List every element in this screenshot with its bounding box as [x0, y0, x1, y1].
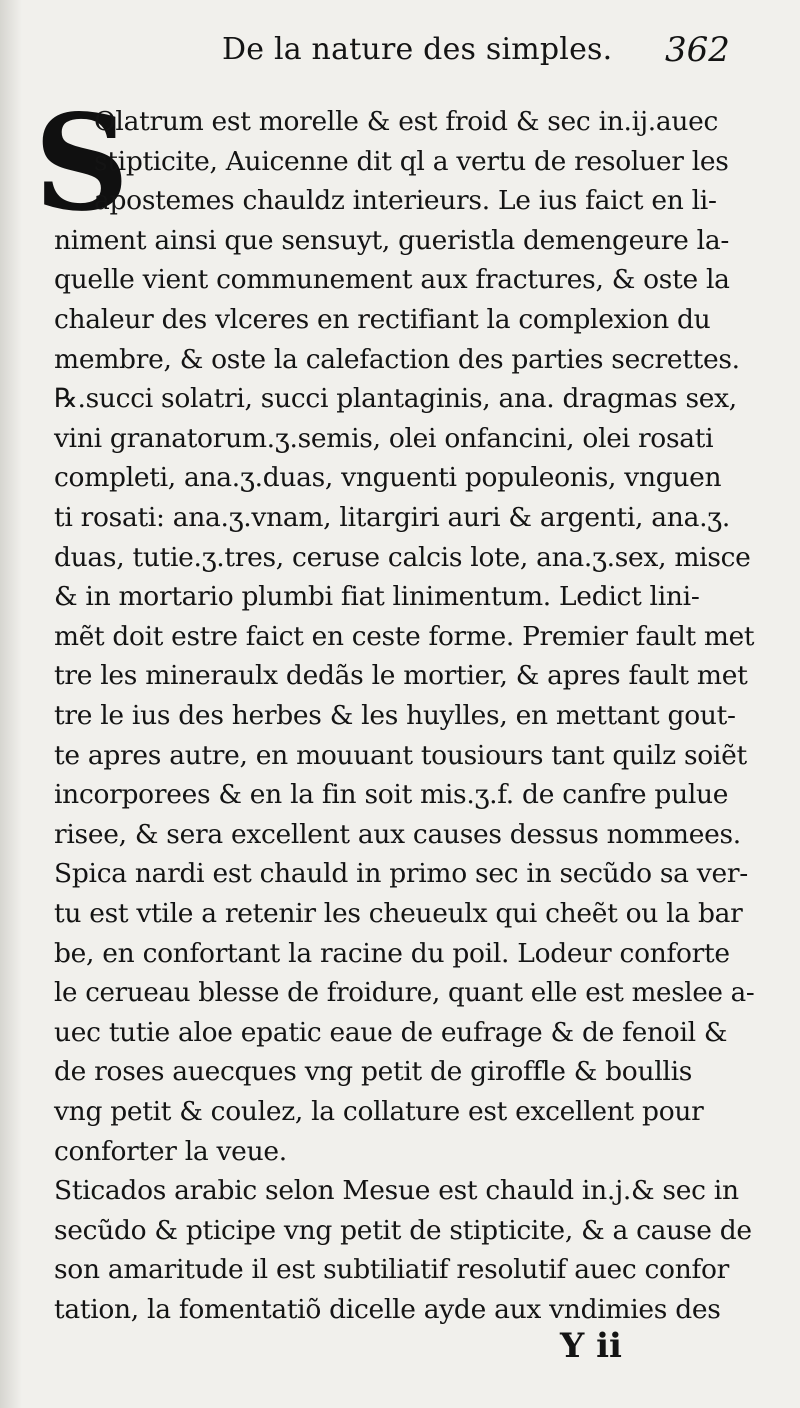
text-line: Sticados arabic selon Mesue est chauld in.j.& sec in [54, 1175, 739, 1207]
text-line: ti rosati: ana.ʒ.vnam, litargiri auri & argenti, ana.ʒ. [54, 502, 730, 533]
text-line: completi, ana.ʒ.duas, vnguenti populeonis, vnguen [54, 462, 722, 494]
running-head: De la nature des simples. [222, 32, 613, 67]
text-line: tre le ius des herbes & les huylles, en mettant gout- [54, 700, 736, 731]
text-line: de roses auecques vng petit de giroffle & boullis [54, 1056, 693, 1088]
page-number: 362 [665, 30, 730, 70]
text-line: conforter la veue. [54, 1135, 287, 1167]
text-line: quelle vient communement aux fractures, & oste la [54, 264, 730, 296]
text-line: Olatrum est morelle & est froid & sec in.ij.auec [94, 106, 719, 137]
text-line: membre, & oste la calefaction des parties secrettes. [54, 343, 740, 375]
text-line: uec tutie aloe epatic eaue de eufrage & de fenoil & [54, 1016, 728, 1048]
text-line: Spica nardi est chauld in primo sec in secũdo sa ver- [54, 858, 748, 890]
text-line: tation, la fomentatiõ dicelle ayde aux vndimies des [54, 1294, 721, 1325]
text-line: tre les mineraulx dedãs le mortier, & apres fault met [54, 660, 748, 692]
text-line: vng petit & coulez, la collature est excellent pour [54, 1096, 704, 1127]
page-gutter-shadow [0, 0, 22, 1408]
text-line: son amaritude il est subtiliatif resolutif auec confor [54, 1254, 730, 1286]
text-line: duas, tutie.ʒ.tres, ceruse calcis lote, ana.ʒ.sex, misce [54, 541, 751, 573]
text-line: secũdo & pticipe vng petit de stipticite, & a cause de [54, 1214, 752, 1246]
text-line: chaleur des vlceres en rectifiant la complexion du [54, 304, 711, 335]
text-line: niment ainsi que sensuyt, gueristla demengeure la- [54, 224, 729, 256]
text-line: & in mortario plumbi fiat linimentum. Ledict lini- [54, 581, 700, 613]
text-line: risee, & sera excellent aux causes dessus nommees. [54, 818, 741, 850]
text-line: be, en confortant la racine du poil. Lodeur conforte [54, 937, 730, 969]
drop-cap-initial: S [34, 86, 130, 241]
text-line: incorporees & en la fin soit mis.ʒ.f. de canfre pulue [54, 779, 729, 811]
text-line: apostemes chauldz interieurs. Le ius faict en li- [94, 185, 717, 217]
text-line: stipticite, Auicenne dit ql a vertu de resoluer les [94, 145, 729, 177]
text-line: le cerueau blesse de froidure, quant elle est meslee a- [54, 977, 755, 1009]
text-line: mẽt doit estre faict en ceste forme. Premier fault met [54, 620, 755, 652]
page-header [0, 28, 800, 78]
text-line: vini granatorum.ʒ.semis, olei onfancini, olei rosati [54, 422, 714, 454]
signature-mark: Y ii [560, 1326, 622, 1366]
text-line: tu est vtile a retenir les cheueulx qui cheẽt ou la bar [54, 898, 743, 929]
text-line: ℞.succi solatri, succi plantaginis, ana. dragmas sex, [54, 383, 737, 415]
text-line: te apres autre, en mouuant tousiours tant quilz soiẽt [54, 739, 747, 771]
